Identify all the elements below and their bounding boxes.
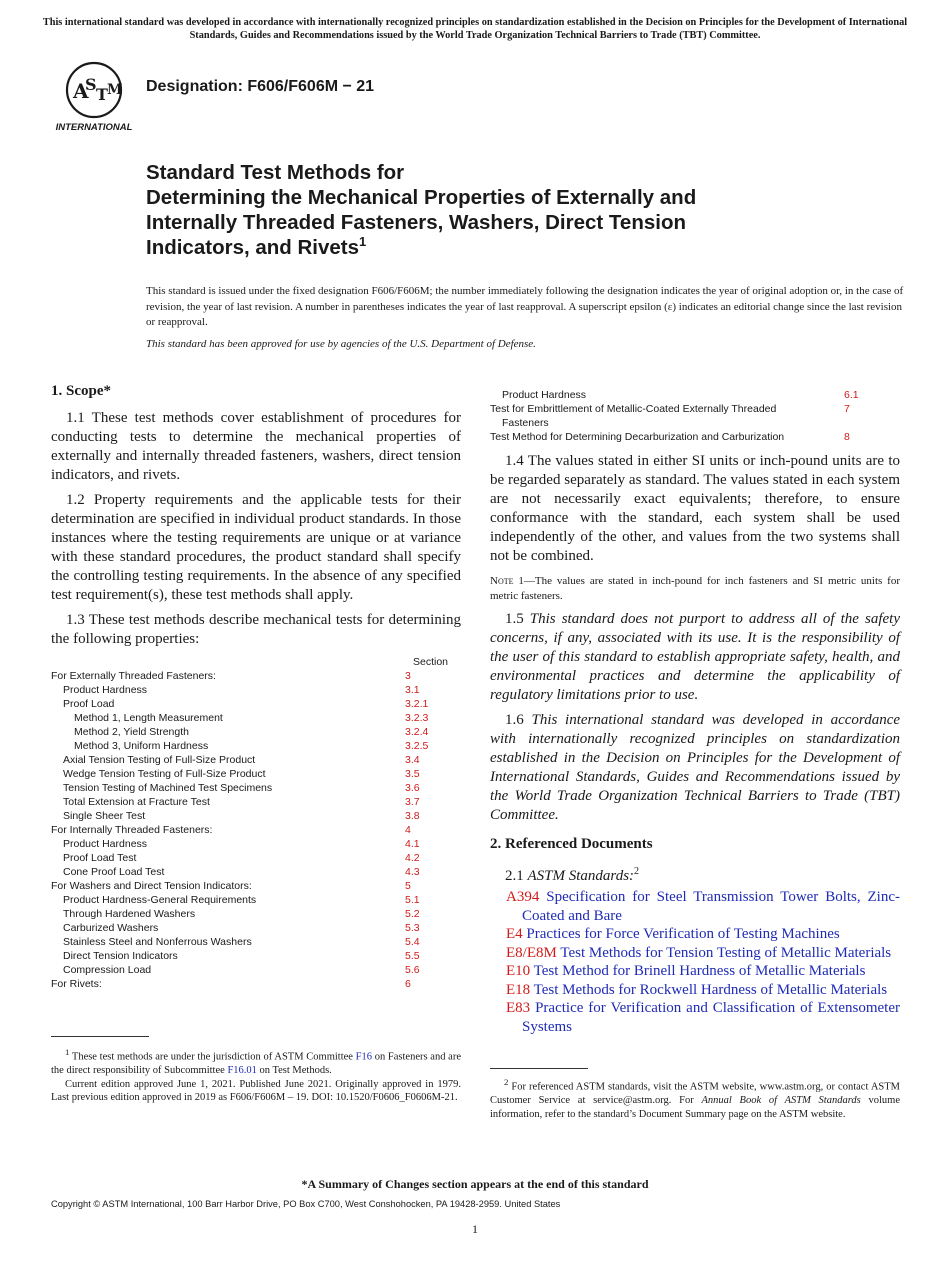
section-number-link[interactable]: 4 xyxy=(405,824,411,836)
standard-designation-link[interactable]: E4 xyxy=(506,926,523,942)
logo-subtext: INTERNATIONAL xyxy=(55,122,133,133)
section-table-row xyxy=(51,697,461,711)
section-label: Cone Proof Load Test xyxy=(63,866,165,878)
section-label: Stainless Steel and Nonferrous Washers xyxy=(63,936,252,948)
footnote-2: $^2$ For referenced ASTM standards, visit the ASTM website, www.astm.org, or contact ASTM Customer Service at service@astm.org. For Annual Book of ASTM Standards volume information, refer to the standard’s Document Summary page on the ASTM website. xyxy=(490,1077,900,1120)
astm-standards-subheading: 2.1 ASTM Standards:$^2$ xyxy=(505,866,640,884)
committee-f16-link[interactable]: F16 xyxy=(355,1051,372,1063)
footnote-1: $^1$ These test methods are under the jurisdiction of ASTM Committee F16 on Fasteners and are the direct responsibility of Subcommittee F16.01 on Test Methods. Current edition approved June 1, 2021. Published June 2021. Originally approved in 1979. Last previous edition approved in 2019 as F606/F606M – 19. DOI: 10.1520/F0606_F0606M-21. xyxy=(51,1047,461,1103)
referenced-standard-item xyxy=(506,999,900,1036)
section-number-link[interactable]: 5.3 xyxy=(405,922,420,934)
title-line: Determining the Mechanical Properties of Externally and xyxy=(146,186,697,209)
section-label: Direct Tension Indicators xyxy=(63,950,178,962)
standard-title-link[interactable]: Practices for Force Verification of Testing Machines xyxy=(526,926,840,942)
section-number-link[interactable]: 3.6 xyxy=(405,782,420,794)
standard-designation-link[interactable]: E18 xyxy=(506,981,531,998)
section-table-row xyxy=(51,851,461,865)
left-column xyxy=(51,382,461,991)
section-number-link[interactable]: 4.3 xyxy=(405,866,420,878)
title-line: Indicators, and Rivets$^1$ xyxy=(146,234,367,259)
section-table-row-continued xyxy=(490,416,900,430)
section-table-row xyxy=(51,921,461,935)
section-table-row xyxy=(51,935,461,949)
section-table-row xyxy=(51,837,461,851)
title-footnote-mark: 1 xyxy=(359,234,367,250)
standard-designation-link[interactable]: E8/E8M xyxy=(506,944,557,961)
paragraph-1-5: 1.5 This standard does not purport to address all of the safety concerns, if any, associated with its use. It is the responsibility of the user of this standard to establish appropriate safety, health, and environmental practices and determine the applicability of regulatory limitations prior to use. xyxy=(490,611,900,703)
section-number-link[interactable]: 3.2.1 xyxy=(405,698,429,710)
paragraph-1-3: 1.3 These test methods describe mechanical tests for determining the following properties: xyxy=(51,612,461,647)
section-number-link[interactable]: 5.2 xyxy=(405,908,420,920)
section-number-link[interactable]: 5.6 xyxy=(405,964,420,976)
section-table-row xyxy=(490,388,900,402)
referenced-standard-item xyxy=(506,962,900,981)
svg-text:T: T xyxy=(96,85,108,104)
section-table-row xyxy=(51,795,461,809)
astm-logo xyxy=(52,60,136,136)
section-label: For Rivets: xyxy=(51,978,102,990)
svg-text:S: S xyxy=(85,75,97,94)
section-number-link[interactable]: 8 xyxy=(844,431,850,443)
section-label: Product Hardness xyxy=(63,684,148,696)
section-number-link[interactable]: 3.8 xyxy=(405,810,420,822)
section-table-row xyxy=(51,879,461,893)
section-label: Product Hardness xyxy=(502,389,587,401)
section-label: Compression Load xyxy=(63,964,152,976)
section-label: Test Method for Determining Decarburization and Carburization xyxy=(490,431,785,443)
section-number-link[interactable]: 5 xyxy=(405,880,411,892)
section-label: Method 1, Length Measurement xyxy=(74,712,223,724)
referenced-standard-item xyxy=(506,981,900,1000)
footnote-rule xyxy=(51,1036,149,1037)
section-table-row xyxy=(490,402,900,416)
standard-title-link[interactable]: Practice for Verification and Classification of Extensometer Systems xyxy=(522,1000,901,1035)
section-label: Test for Embrittlement of Metallic-Coated Externally Threaded xyxy=(490,403,777,415)
section-table-row xyxy=(51,823,461,837)
section-table-continued xyxy=(490,388,900,444)
section-table xyxy=(51,655,461,991)
paragraph-1-1: 1.1 These test methods cover establishment of procedures for conducting tests to determine the mechanical properties of externally and internally threaded fasteners, washers, direct tension indicators, and rivets. xyxy=(51,410,461,483)
section-table-row xyxy=(51,865,461,879)
section-table-row xyxy=(51,683,461,697)
section-table-row xyxy=(51,669,461,683)
standard-designation-link[interactable]: A394 xyxy=(506,889,540,905)
footnote-rule xyxy=(490,1068,588,1069)
section-number-link[interactable]: 3 xyxy=(405,670,411,682)
section-table-row xyxy=(51,893,461,907)
section-column-header: Section xyxy=(413,656,449,668)
section-table-row xyxy=(51,949,461,963)
subcommittee-f16-01-link[interactable]: F16.01 xyxy=(227,1065,257,1076)
section-label: Carburized Washers xyxy=(63,922,159,934)
section-number-link[interactable]: 3.2.4 xyxy=(405,726,429,738)
section-table-row xyxy=(51,739,461,753)
referenced-documents-heading: 2. Referenced Documents xyxy=(490,836,653,852)
document-title xyxy=(146,160,846,260)
svg-text:M: M xyxy=(107,82,123,98)
section-label: Proof Load Test xyxy=(63,852,137,864)
section-number-link[interactable]: 5.5 xyxy=(405,950,420,962)
scope-heading: 1. Scope* xyxy=(51,383,111,399)
section-label: Tension Testing of Machined Test Specimens xyxy=(63,782,273,794)
section-label-continued: Fasteners xyxy=(502,417,549,429)
section-label: Axial Tension Testing of Full-Size Product xyxy=(63,754,256,766)
section-label: Through Hardened Washers xyxy=(63,908,196,920)
referenced-standard-item xyxy=(506,925,900,944)
section-table-row xyxy=(51,907,461,921)
section-number-link[interactable]: 3.1 xyxy=(405,684,420,696)
section-table-row xyxy=(51,963,461,977)
section-number-link[interactable]: 5.1 xyxy=(405,894,420,906)
dod-approval-statement: This standard has been approved for use by agencies of the U.S. Department of Defense. xyxy=(146,338,536,350)
standard-designation-link[interactable]: E83 xyxy=(506,1000,531,1016)
paragraph-1-2: 1.2 Property requirements and the applicable tests for their determination are specified in individual product standards. In those instances where the testing requirements are unique or at variance with these standard procedures, the product standard shall specify the controlling testing requirements. In the absence of any specified test requirement(s), these test methods shall apply. xyxy=(51,492,461,603)
section-label: Total Extension at Fracture Test xyxy=(63,796,210,808)
standard-designation-link[interactable]: E10 xyxy=(506,963,531,979)
standard-title-link[interactable]: Specification for Steel Transmission Tower Bolts, Zinc-Coated and Bare xyxy=(522,889,900,924)
section-number-link[interactable]: 3.2.3 xyxy=(405,712,429,724)
section-label: Wedge Tension Testing of Full-Size Product xyxy=(63,768,266,780)
section-label: Product Hardness xyxy=(63,838,148,850)
referenced-standards-list xyxy=(490,888,900,1036)
section-label: For Internally Threaded Fasteners: xyxy=(51,824,213,836)
section-table-row xyxy=(51,711,461,725)
section-table-row xyxy=(490,430,900,444)
paragraph-1-6: 1.6 This international standard was developed in accordance with internationally recognized principles on standardization established in the Decision on Principles for the Development of International Standards, Guides and Recommendations issued by the World Trade Organization Technical Barriers to Trade (TBT) Committee. xyxy=(490,712,901,823)
section-label: Method 2, Yield Strength xyxy=(74,726,189,738)
section-label: For Externally Threaded Fasteners: xyxy=(51,670,216,682)
section-label: For Washers and Direct Tension Indicators: xyxy=(51,880,252,892)
section-table-row xyxy=(51,977,461,991)
section-label: Product Hardness-General Requirements xyxy=(63,894,257,906)
designation: Designation: F606/F606M − 21 xyxy=(146,78,375,95)
right-column xyxy=(490,388,900,1036)
referenced-standard-item xyxy=(506,944,900,963)
standard-title-link[interactable]: Test Methods for Rockwell Hardness of Metallic Materials xyxy=(533,981,888,998)
section-table-row xyxy=(51,725,461,739)
section-table-row xyxy=(51,781,461,795)
referenced-standard-item xyxy=(506,888,900,925)
page-number: 1 xyxy=(472,1222,478,1236)
section-number-link[interactable]: 7 xyxy=(844,403,850,415)
section-label: Single Sheer Test xyxy=(63,810,146,822)
edition-history: Current edition approved June 1, 2021. Published June 2021. Originally approved in 1979. Last previous edition approved in 2019 as F606/F606M – 19. DOI: 10.1520/F0606_F0606M-21. xyxy=(51,1078,461,1103)
section-number-link[interactable]: 6 xyxy=(405,978,411,990)
section-number-link[interactable]: 4.2 xyxy=(405,852,420,864)
section-number-link[interactable]: 4.1 xyxy=(405,838,420,850)
section-number-link[interactable]: 3.5 xyxy=(405,768,420,780)
paragraph-1-4: 1.4 The values stated in either SI units or inch-pound units are to be regarded separately as standard. The values stated in each system are not necessarily exact equivalents; therefore, to ensure conformance with the standard, each system shall be used independently of the other, and values from the two systems shall not be combined. xyxy=(490,453,900,564)
standard-title-link[interactable]: Test Methods for Tension Testing of Metallic Materials xyxy=(560,944,892,961)
copyright: Copyright © ASTM International, 100 Barr Harbor Drive, PO Box C700, West Conshohocken, PA 19428-2959. United States xyxy=(51,1199,561,1209)
summary-of-changes-notice: *A Summary of Changes section appears at the end of this standard xyxy=(301,1177,649,1191)
section-number-link[interactable]: 3.7 xyxy=(405,796,420,808)
trade-committee-notice: This international standard was developed in accordance with internationally recognized principles on standardization established in the Decision on Principles for the Development of International Standards, Guides and Recommendations issued by the World Trade Organization Technical Barriers to Trade (TBT) Committee. xyxy=(42,17,908,41)
section-number-link[interactable]: 3.2.5 xyxy=(405,740,429,752)
section-number-link[interactable]: 5.4 xyxy=(405,936,420,948)
section-number-link[interactable]: 3.4 xyxy=(405,754,420,766)
standard-title-link[interactable]: Test Method for Brinell Hardness of Metallic Materials xyxy=(533,963,866,979)
svg-text:A: A xyxy=(73,79,89,103)
section-table-row xyxy=(51,767,461,781)
section-table-row xyxy=(51,809,461,823)
section-label: Proof Load xyxy=(63,698,115,710)
note-1: Note 1—The values are stated in inch-pound for inch fasteners and SI metric units for metric fasteners. xyxy=(490,575,900,602)
title-line: Internally Threaded Fasteners, Washers, Direct Tension xyxy=(146,211,686,234)
section-table-row xyxy=(51,753,461,767)
section-number-link[interactable]: 6.1 xyxy=(844,389,859,401)
title-line: Standard Test Methods for xyxy=(146,161,405,184)
section-label: Method 3, Uniform Hardness xyxy=(74,740,209,752)
issued-statement: This standard is issued under the fixed designation F606/F606M; the number immediately following the designation indicates the year of original adoption or, in the case of revision, the year of last revision. A number in parentheses indicates the year of last reapproval. A superscript epsilon (ε) indicates an editorial change since the last revision or reapproval. xyxy=(146,285,904,328)
